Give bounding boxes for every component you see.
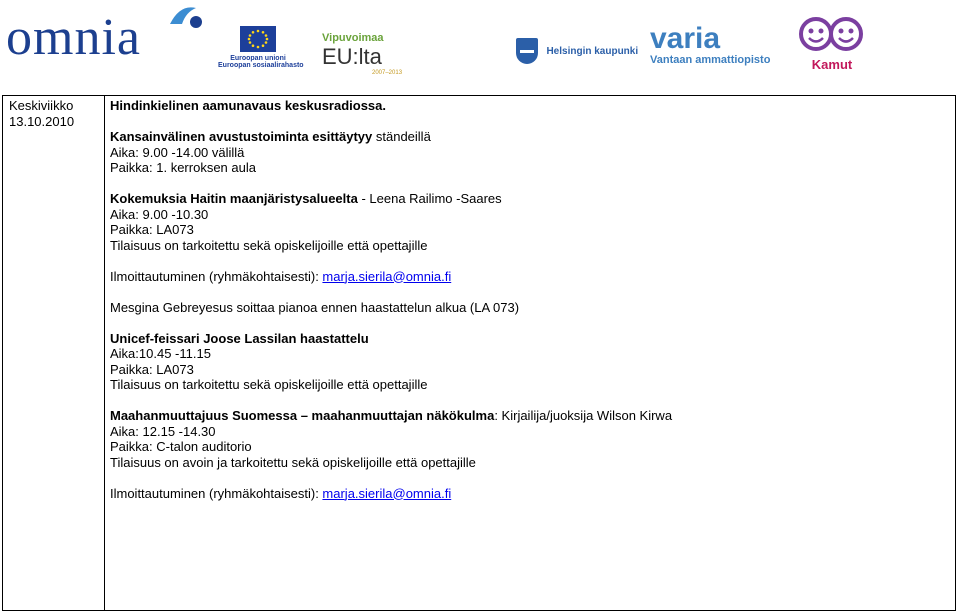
program-cell	[110, 98, 950, 501]
varia-subtitle: Vantaan ammattiopisto	[650, 54, 771, 66]
helsinki-logo	[516, 38, 638, 64]
program-table	[2, 95, 956, 611]
vipuvoimaa-text: Vipuvoimaa	[322, 32, 384, 44]
item-aid-time: Aika: 9.00 -14.00 välillä	[110, 144, 245, 160]
signup-email-link[interactable]: marja.sierila@omnia.fi	[322, 268, 452, 284]
item-haiti-time: Aika: 9.00 -10.30	[110, 206, 209, 222]
eu-lta-text: EU:lta	[322, 44, 382, 69]
item-immigration-place: Paikka: C-talon auditorio	[110, 439, 252, 454]
varia-wordmark: varia	[650, 22, 721, 55]
eu-logo	[218, 26, 304, 69]
item-immigration-title: Maahanmuuttajuus Suomessa – maahanmuuttajan näkökulma	[110, 408, 495, 423]
item-unicef-title: Unicef-feissari Joose Lassilan haastattelu	[110, 330, 369, 346]
item-aid-place: Paikka: 1. kerroksen aula	[110, 160, 256, 175]
varia-logo	[650, 24, 770, 66]
item-haiti-place: Paikka: LA073	[110, 222, 194, 237]
item-unicef-audience: Tilaisuus on tarkoitettu sekä opiskelijoille että opettajille	[110, 377, 428, 392]
eu-flag-icon	[240, 26, 276, 52]
vipuvoimaa-logo	[322, 32, 414, 76]
item-immigration-audience: Tilaisuus on avoin ja tarkoitettu sekä opiskelijoille että opettajille	[110, 454, 476, 470]
item-haiti-signup	[110, 269, 950, 285]
signup-label-2: Ilmoittautuminen (ryhmäkohtaisesti):	[110, 485, 323, 501]
eu-logo-line1: Euroopan unioni	[230, 55, 286, 62]
eu-logo-line2: Euroopan sosiaalirahasto	[218, 62, 304, 69]
item-unicef-time: Aika:10.45 -11.15	[110, 346, 211, 361]
date-cell	[9, 98, 74, 129]
item-piano: Mesgina Gebreyesus soittaa pianoa ennen haastattelun alkua (LA 073)	[110, 299, 520, 315]
omnia-swirl-icon	[166, 2, 206, 32]
helsinki-text: Helsingin kaupunki	[546, 45, 639, 57]
item-immigration-rest: : Kirjailija/juoksija Wilson Kirwa	[494, 408, 673, 423]
signup-email-link-2[interactable]: marja.sierila@omnia.fi	[322, 485, 452, 501]
kamut-text: Kamut	[811, 57, 853, 72]
eu-lta-years: 2007–2013	[372, 70, 403, 76]
item-haiti-rest: - Leena Railimo -Saares	[357, 191, 502, 206]
item-haiti	[110, 191, 950, 207]
omnia-wordmark: omnia	[6, 9, 141, 66]
logo-strip	[0, 0, 960, 90]
item-haiti-audience: Tilaisuus on tarkoitettu sekä opiskelijoille että opettajille	[110, 237, 428, 253]
weekday: Keskiviikko	[9, 98, 74, 113]
item-aid-title: Kansainvälinen avustustoiminta esittäytyy	[110, 129, 373, 144]
item-immigration-signup	[110, 486, 950, 502]
item-immigration-time: Aika: 12.15 -14.30	[110, 423, 216, 439]
column-divider	[104, 96, 105, 610]
item-hindi-morning: Hindinkielinen aamunavaus keskusradiossa.	[110, 98, 387, 113]
kamut-logo	[796, 14, 868, 72]
date: 13.10.2010	[9, 113, 75, 129]
item-haiti-title: Kokemuksia Haitin maanjäristysalueelta	[110, 191, 358, 206]
signup-label: Ilmoittautuminen (ryhmäkohtaisesti):	[110, 268, 323, 284]
item-aid-rest: ständeillä	[372, 129, 431, 144]
item-immigration	[110, 408, 950, 424]
item-aid-activity	[110, 129, 950, 145]
helsinki-crest-icon	[516, 38, 538, 64]
item-unicef-place: Paikka: LA073	[110, 361, 194, 377]
kamut-faces-icon	[796, 14, 868, 54]
